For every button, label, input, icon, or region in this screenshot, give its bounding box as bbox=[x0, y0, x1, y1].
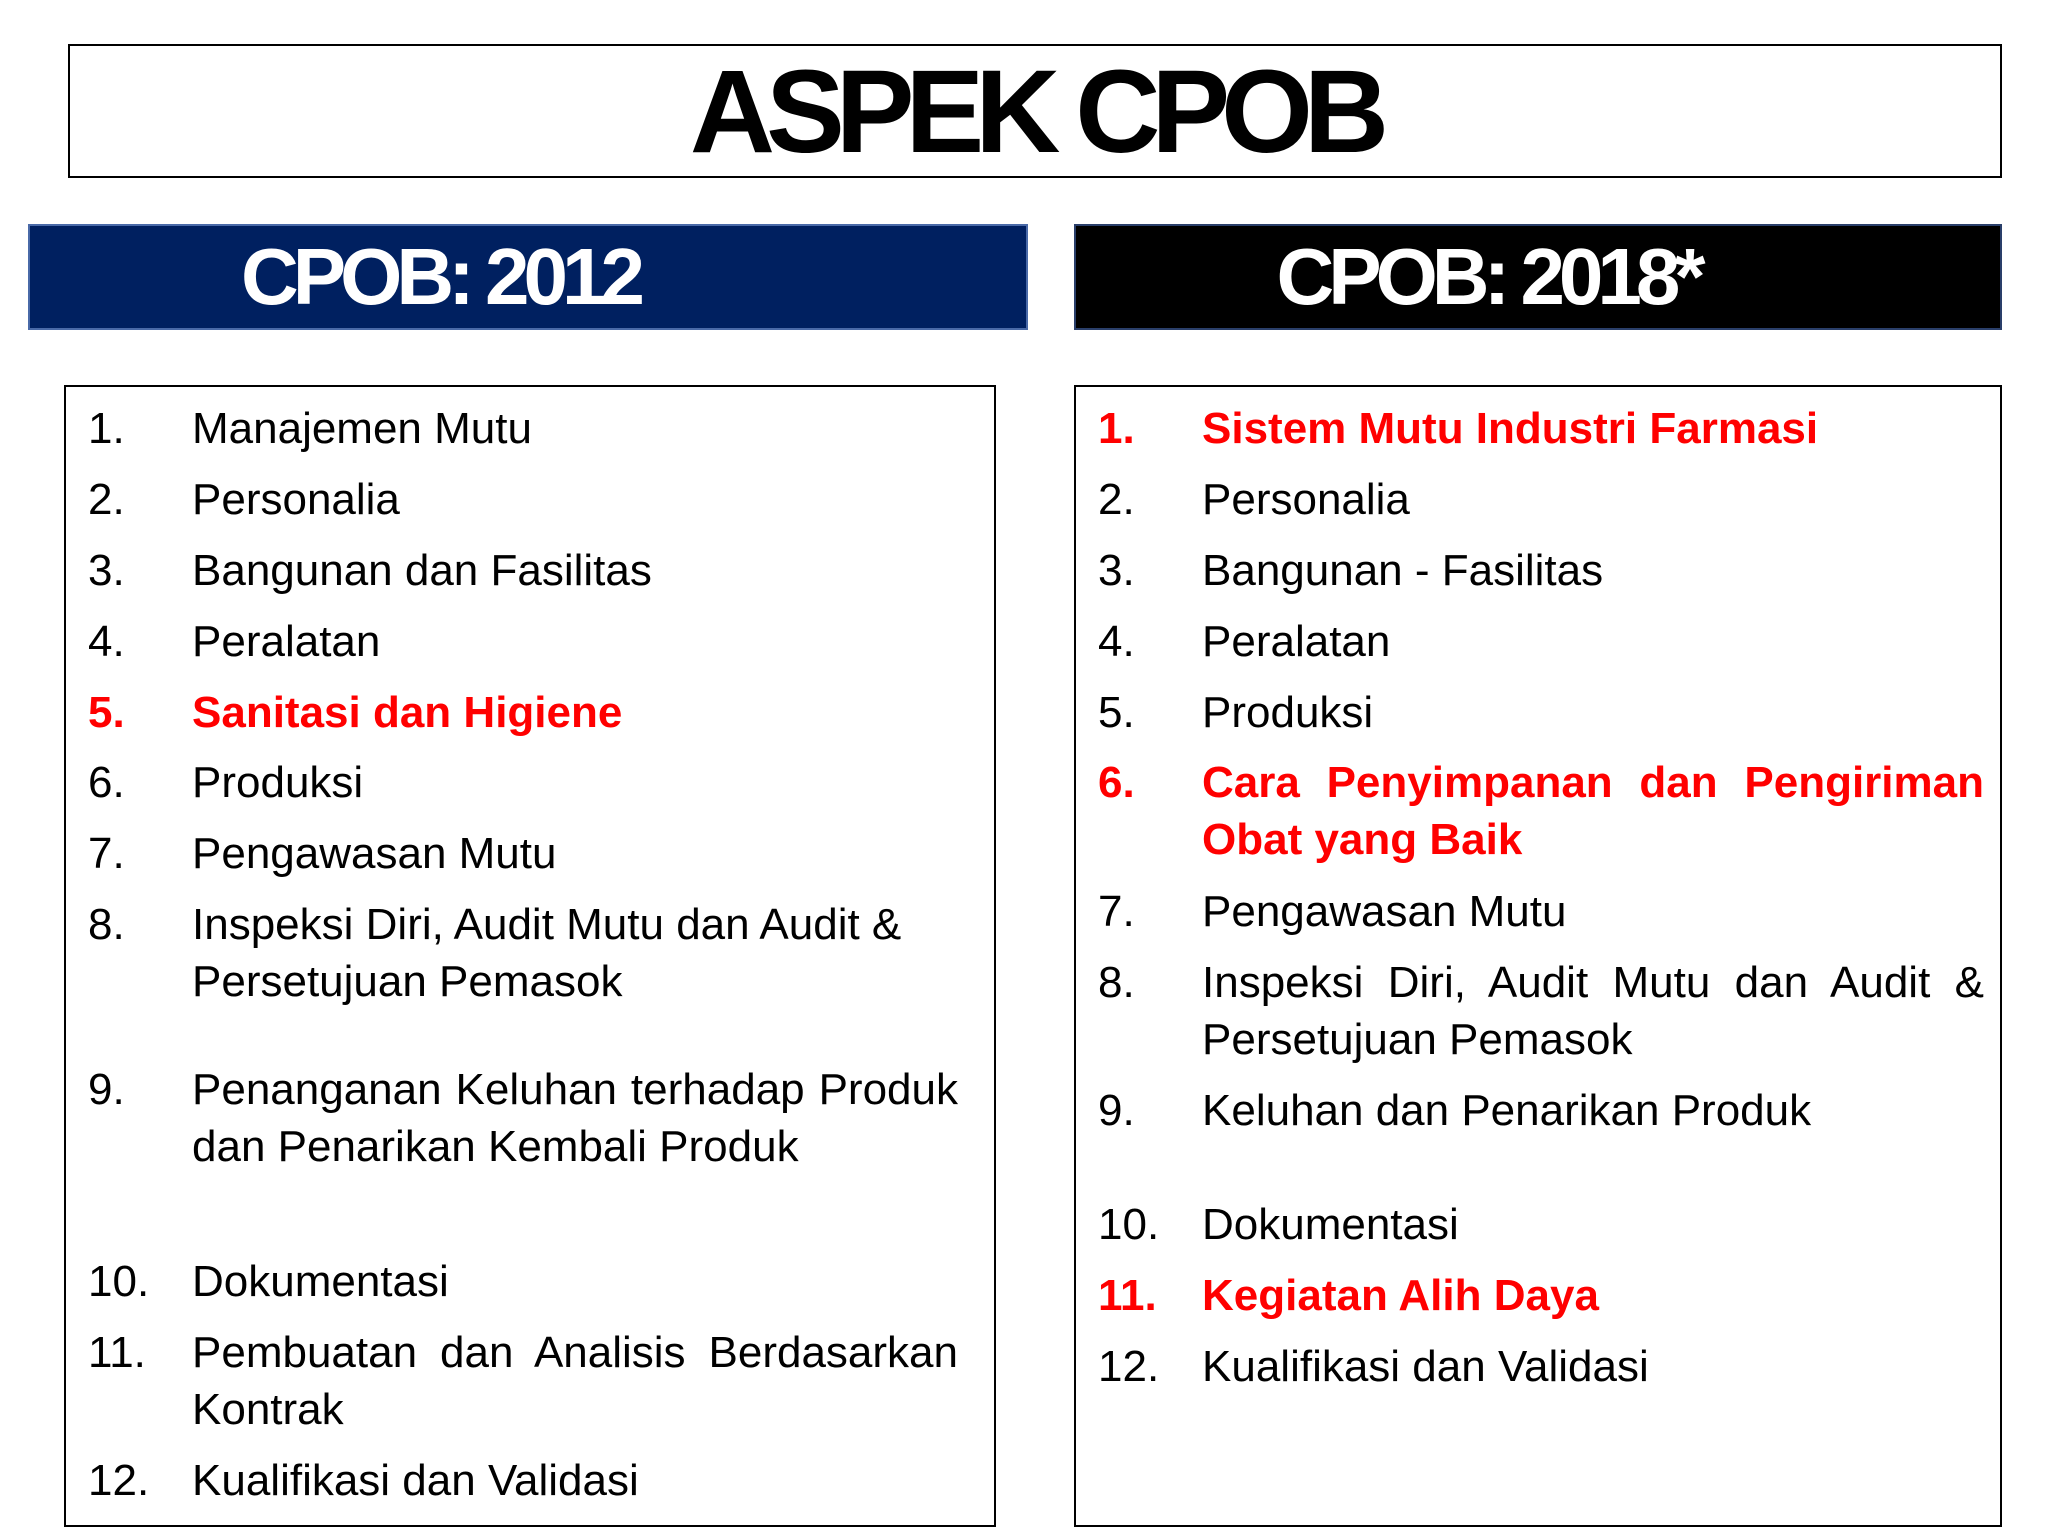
list-item bbox=[1098, 883, 1984, 940]
list-item bbox=[1098, 613, 1984, 670]
item-number: 10. bbox=[88, 1257, 150, 1306]
item-number: 4. bbox=[88, 617, 125, 666]
item-number: 4. bbox=[1098, 617, 1135, 666]
list-cpob-2012 bbox=[64, 385, 996, 1527]
item-text: Pengawasan Mutu bbox=[192, 829, 557, 878]
item-number: 6. bbox=[88, 758, 125, 807]
page-title: ASPEK CPOB bbox=[689, 46, 1381, 178]
item-number: 7. bbox=[88, 829, 125, 878]
item-number: 3. bbox=[88, 546, 125, 595]
list-item bbox=[88, 471, 958, 528]
item-number: 1. bbox=[1098, 404, 1135, 453]
item-text: Kualifikasi dan Validasi bbox=[192, 1456, 639, 1505]
item-number: 11. bbox=[88, 1328, 146, 1377]
item-text: Penanganan Keluhan terhadap Produk dan Penarikan Kembali Produk bbox=[192, 1065, 958, 1171]
item-number: 9. bbox=[88, 1065, 125, 1114]
item-number: 2. bbox=[1098, 475, 1135, 524]
item-number: 9. bbox=[1098, 1086, 1135, 1135]
item-text: Bangunan - Fasilitas bbox=[1202, 546, 1604, 595]
item-text: Bangunan dan Fasilitas bbox=[192, 546, 652, 595]
list-item bbox=[1098, 471, 1984, 528]
header-cpob-2018-label: CPOB: 2018* bbox=[1276, 232, 1700, 321]
list-item bbox=[1098, 1082, 1984, 1139]
list-item bbox=[88, 1324, 958, 1438]
list-item bbox=[1098, 954, 1984, 1068]
item-number: 12. bbox=[1098, 1342, 1160, 1391]
list-item bbox=[88, 1452, 958, 1509]
header-cpob-2012-label: CPOB: 2012 bbox=[241, 232, 639, 321]
item-text: Produksi bbox=[1202, 688, 1374, 737]
list-item bbox=[88, 400, 958, 457]
item-number: 11. bbox=[1098, 1271, 1157, 1320]
item-text: Kegiatan Alih Daya bbox=[1202, 1271, 1599, 1320]
list-item bbox=[88, 1253, 958, 1310]
item-text: Inspeksi Diri, Audit Mutu dan Audit & Persetujuan Pemasok bbox=[1202, 958, 1984, 1064]
item-number: 8. bbox=[1098, 958, 1135, 1007]
list-item bbox=[1098, 754, 1984, 868]
item-number: 2. bbox=[88, 475, 125, 524]
list-item bbox=[88, 613, 958, 670]
header-cpob-2012 bbox=[28, 224, 1028, 330]
list-item bbox=[88, 754, 958, 811]
item-text: Dokumentasi bbox=[1202, 1200, 1459, 1249]
item-text: Keluhan dan Penarikan Produk bbox=[1202, 1086, 1812, 1135]
item-text: Sistem Mutu Industri Farmasi bbox=[1202, 404, 1819, 453]
item-text: Inspeksi Diri, Audit Mutu dan Audit & Persetujuan Pemasok bbox=[192, 900, 902, 1006]
list-item bbox=[88, 825, 958, 882]
item-text: Cara Penyimpanan dan Pengiriman Obat yang Baik bbox=[1202, 758, 1984, 864]
list-item bbox=[1098, 400, 1984, 457]
item-number: 5. bbox=[1098, 688, 1135, 737]
list-item bbox=[88, 896, 958, 1010]
item-text: Sanitasi dan Higiene bbox=[192, 688, 623, 737]
list-item bbox=[88, 684, 958, 741]
item-text: Dokumentasi bbox=[192, 1257, 449, 1306]
item-text: Pembuatan dan Analisis Berdasarkan Kontrak bbox=[192, 1328, 958, 1434]
item-number: 8. bbox=[88, 900, 125, 949]
item-text: Pengawasan Mutu bbox=[1202, 887, 1567, 936]
item-number: 3. bbox=[1098, 546, 1135, 595]
item-text: Manajemen Mutu bbox=[192, 404, 532, 453]
item-text: Peralatan bbox=[192, 617, 381, 666]
list-item bbox=[1098, 1267, 1984, 1324]
item-text: Produksi bbox=[192, 758, 364, 807]
list-item bbox=[88, 1061, 958, 1175]
list-item bbox=[1098, 1196, 1984, 1253]
item-text: Peralatan bbox=[1202, 617, 1391, 666]
item-number: 5. bbox=[88, 688, 125, 737]
title-box bbox=[68, 44, 2002, 178]
list-item bbox=[1098, 684, 1984, 741]
item-number: 1. bbox=[88, 404, 125, 453]
item-number: 12. bbox=[88, 1456, 150, 1505]
list-item bbox=[88, 542, 958, 599]
item-text: Personalia bbox=[192, 475, 400, 524]
item-number: 6. bbox=[1098, 758, 1135, 807]
list-item bbox=[1098, 1338, 1984, 1395]
item-number: 10. bbox=[1098, 1200, 1160, 1249]
header-cpob-2018 bbox=[1074, 224, 2002, 330]
list-cpob-2018 bbox=[1074, 385, 2002, 1527]
item-text: Personalia bbox=[1202, 475, 1410, 524]
item-text: Kualifikasi dan Validasi bbox=[1202, 1342, 1649, 1391]
list-item bbox=[1098, 542, 1984, 599]
item-number: 7. bbox=[1098, 887, 1135, 936]
